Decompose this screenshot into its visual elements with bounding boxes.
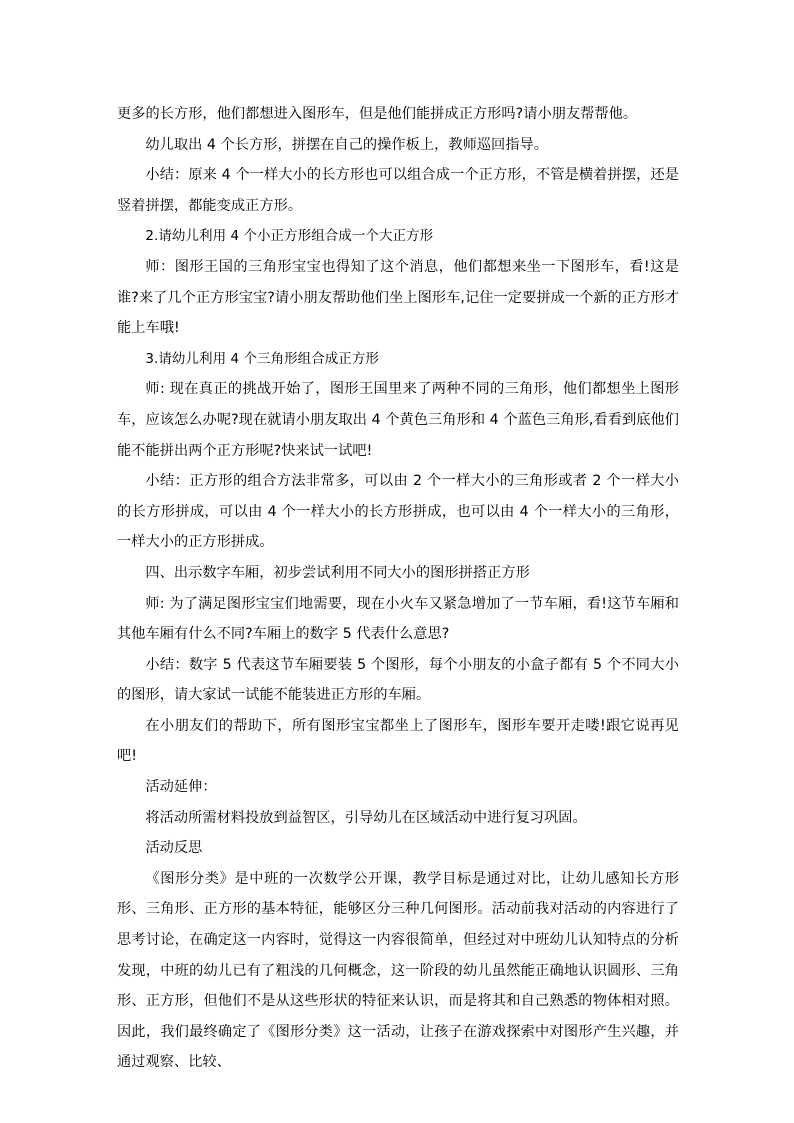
- paragraph-teacher: 师: 为了满足图形宝宝们地需要，现在小火车又紧急增加了一节车厢，看!这节车厢和其他车厢有什么不同?车厢上的数字 5 代表什么意思?: [117, 595, 679, 643]
- paragraph-closing: 在小朋友们的帮助下，所有图形宝宝都坐上了图形车，图形车要开走喽!跟它说再见吧!: [117, 717, 679, 765]
- paragraph-summary: 小结：原来 4 个一样大小的长方形也可以组合成一个正方形，不管是横着拼摆，还是竖着拼摆，都能变成正方形。: [117, 167, 679, 214]
- step-heading: 3.请幼儿利用 4 个三角形组合成正方形: [145, 350, 379, 367]
- paragraph-extension: 将活动所需材料投放到益智区，引导幼儿在区域活动中进行复习巩固。: [145, 809, 587, 826]
- section-heading: 四、出示数字车厢，初步尝试利用不同大小的图形拼搭正方形: [145, 564, 530, 581]
- paragraph-summary: 小结：正方形的组合方法非常多，可以由 2 个一样大小的三角形或者 2 个一样大小的长方形拼成，可以由 4 个一样大小的长方形拼成，也可以由 4 个一样大小的三角形，一样大小的正方形拼成。: [117, 473, 679, 551]
- document-body: [117, 99, 679, 1078]
- step-heading: 2.请幼儿利用 4 个小正方形组合成一个大正方形: [145, 228, 434, 245]
- paragraph-activity: 幼儿取出 4 个长方形，拼摆在自己的操作板上，教师巡回指导。: [145, 136, 549, 153]
- extension-heading: 活动延伸：: [145, 779, 217, 796]
- reflection-heading: 活动反思: [145, 840, 203, 857]
- paragraph-reflection: 《图形分类》是中班的一次数学公开课，教学目标是通过对比，让幼儿感知长方形形、三角形、正方形的基本特征，能够区分三种几何图形。活动前我对活动的内容进行了思考讨论，在确定这一内容时，觉得这一内容很简单，但经过对中班幼儿认知特点的分析发现，中班的幼儿已有了粗浅的几何概念，这一阶段的幼儿虽然能正确地认识圆形、三角形、正方形，但他们不是从这些形状的特征来认识，而是将其和自己熟悉的物体相对照。因此，我们最终确定了《图形分类》这一活动，让孩子在游戏探索中对图形产生兴趣，并通过观察、比较、: [117, 870, 679, 1071]
- paragraph-summary: 小结：数字 5 代表这节车厢要装 5 个图形，每个小朋友的小盒子都有 5 个不同大小的图形，请大家试一试能不能装进正方形的车厢。: [117, 656, 679, 704]
- paragraph-continuation: 更多的长方形，他们都想进入图形车，但是他们能拼成正方形吗?请小朋友帮帮他。: [117, 106, 638, 122]
- paragraph-teacher: 师: 现在真正的挑战开始了，图形王国里来了两种不同的三角形，他们都想坐上图形车，应该怎么办呢?现在就请小朋友取出 4 个黄色三角形和 4 个蓝色三角形,看看到底他们能不能拼出两个正方形呢?快来试一试吧!: [117, 381, 679, 459]
- paragraph-teacher: 师：图形王国的三角形宝宝也得知了这个消息，他们都想来坐一下图形车，看!这是谁?来了几个正方形宝宝?请小朋友帮助他们坐上图形车,记住一定要拼成一个新的正方形才能上车哦!: [117, 258, 679, 337]
